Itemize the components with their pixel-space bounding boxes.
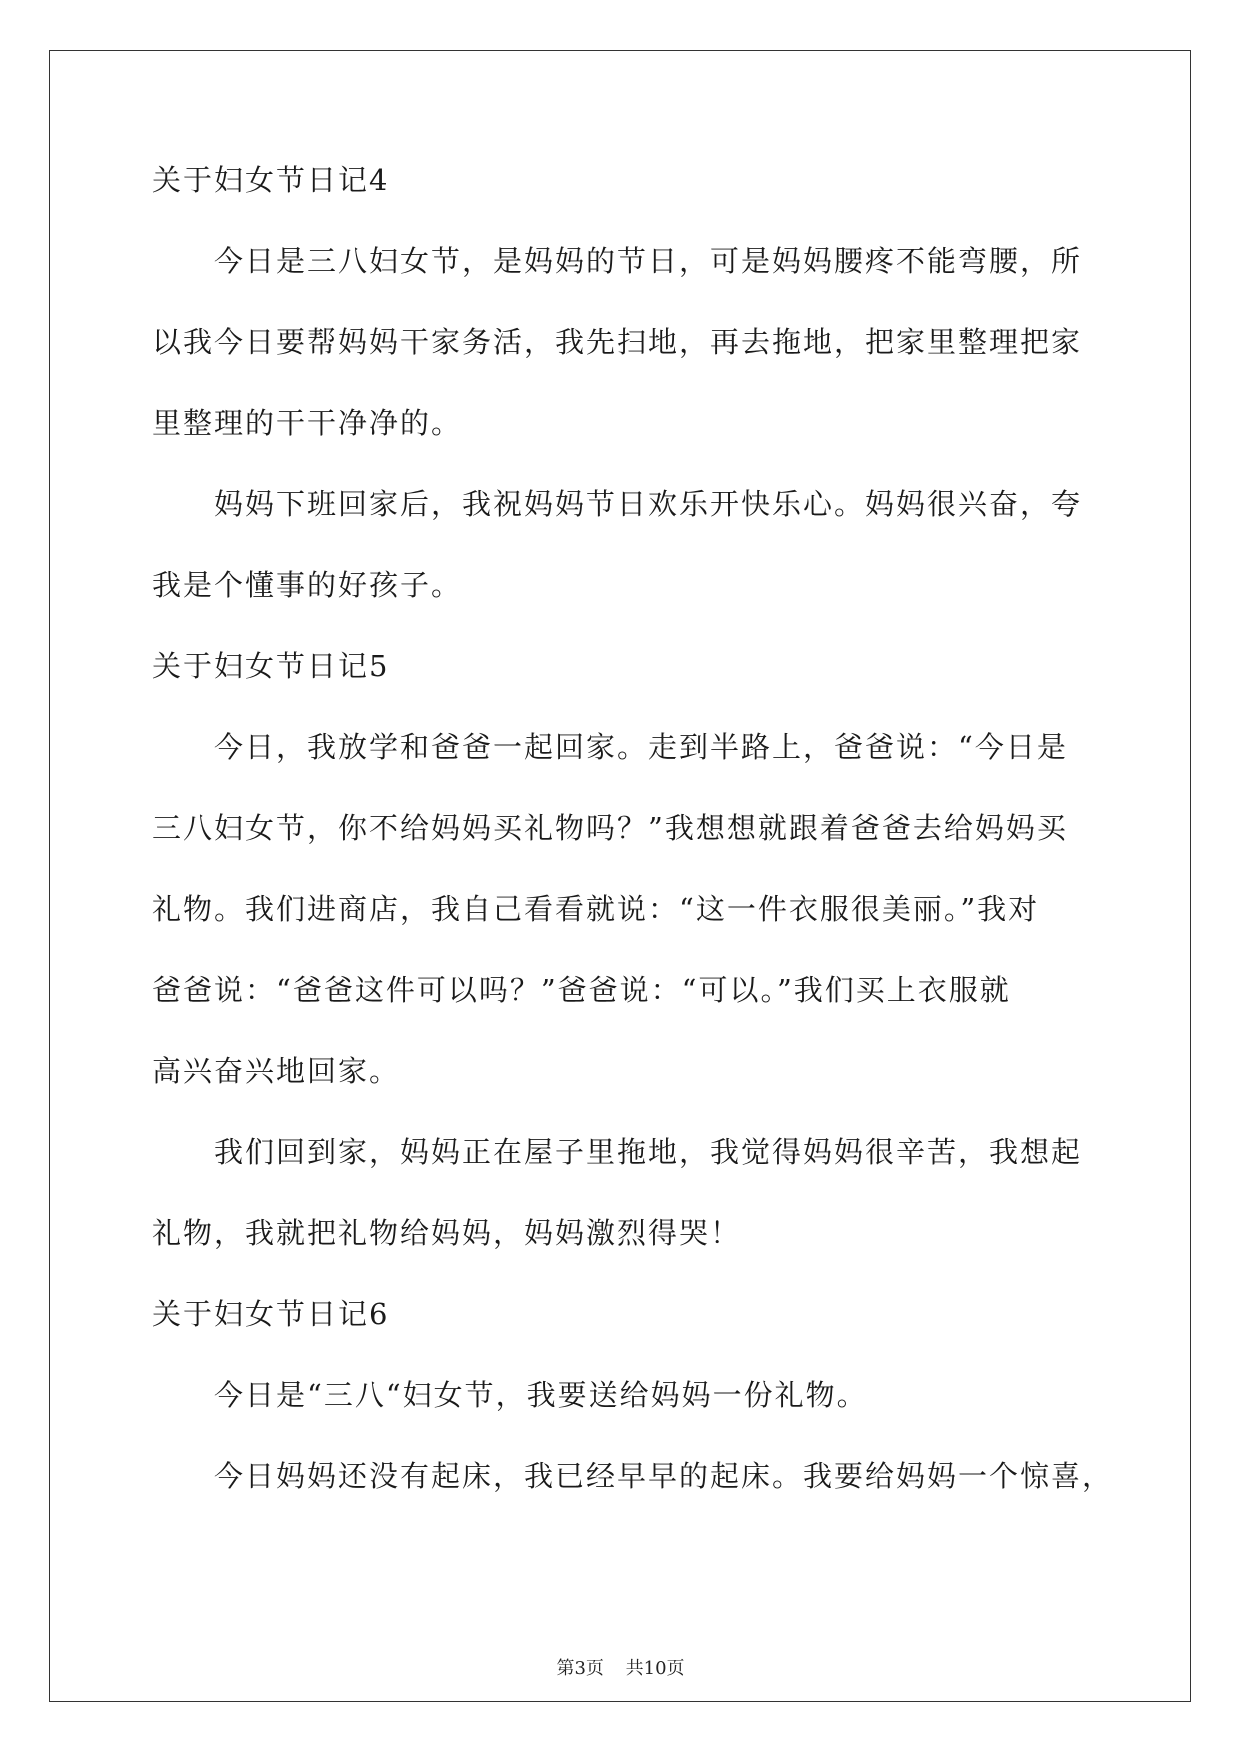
document-body	[152, 160, 1114, 1537]
paragraph-line: 里整理的干干净净的。	[152, 406, 463, 440]
section-heading: 关于妇女节日记5	[152, 649, 390, 683]
paragraph-line: 妈妈下班回家后，我祝妈妈节日欢乐开快乐心。妈妈很兴奋，夸	[214, 487, 1083, 521]
paragraph-line: 以我今日要帮妈妈干家务活，我先扫地，再去拖地，把家里整理把家	[152, 325, 1083, 359]
page-total: 共10页	[625, 1658, 685, 1679]
paragraph-line: 三八妇女节，你不给妈妈买礼物吗？”我想想就跟着爸爸去给妈妈买	[152, 811, 1068, 845]
section-heading: 关于妇女节日记4	[152, 163, 390, 197]
paragraph-line: 今日是“三八“妇女节，我要送给妈妈一份礼物。	[214, 1378, 868, 1412]
paragraph-line: 今日，我放学和爸爸一起回家。走到半路上，爸爸说：“今日是	[214, 730, 1068, 764]
page-footer	[0, 1654, 1241, 1680]
paragraph-line: 礼物。我们进商店，我自己看看就说：“这一件衣服很美丽。”我对	[152, 892, 1040, 926]
page-number: 第3页	[556, 1658, 604, 1679]
paragraph-line: 今日是三八妇女节，是妈妈的节日，可是妈妈腰疼不能弯腰，所	[214, 244, 1083, 278]
paragraph-line: 我是个懂事的好孩子。	[152, 568, 463, 602]
paragraph-line: 今日妈妈还没有起床，我已经早早的起床。我要给妈妈一个惊喜，	[214, 1459, 1114, 1493]
paragraph-line: 爸爸说：“爸爸这件可以吗？”爸爸说：“可以。”我们买上衣服就	[152, 973, 1011, 1007]
paragraph-line: 礼物，我就把礼物给妈妈，妈妈激烈得哭！	[152, 1216, 742, 1250]
paragraph-line: 高兴奋兴地回家。	[152, 1054, 401, 1088]
section-heading: 关于妇女节日记6	[152, 1297, 390, 1331]
paragraph-line: 我们回到家，妈妈正在屋子里拖地，我觉得妈妈很辛苦，我想起	[214, 1135, 1083, 1169]
